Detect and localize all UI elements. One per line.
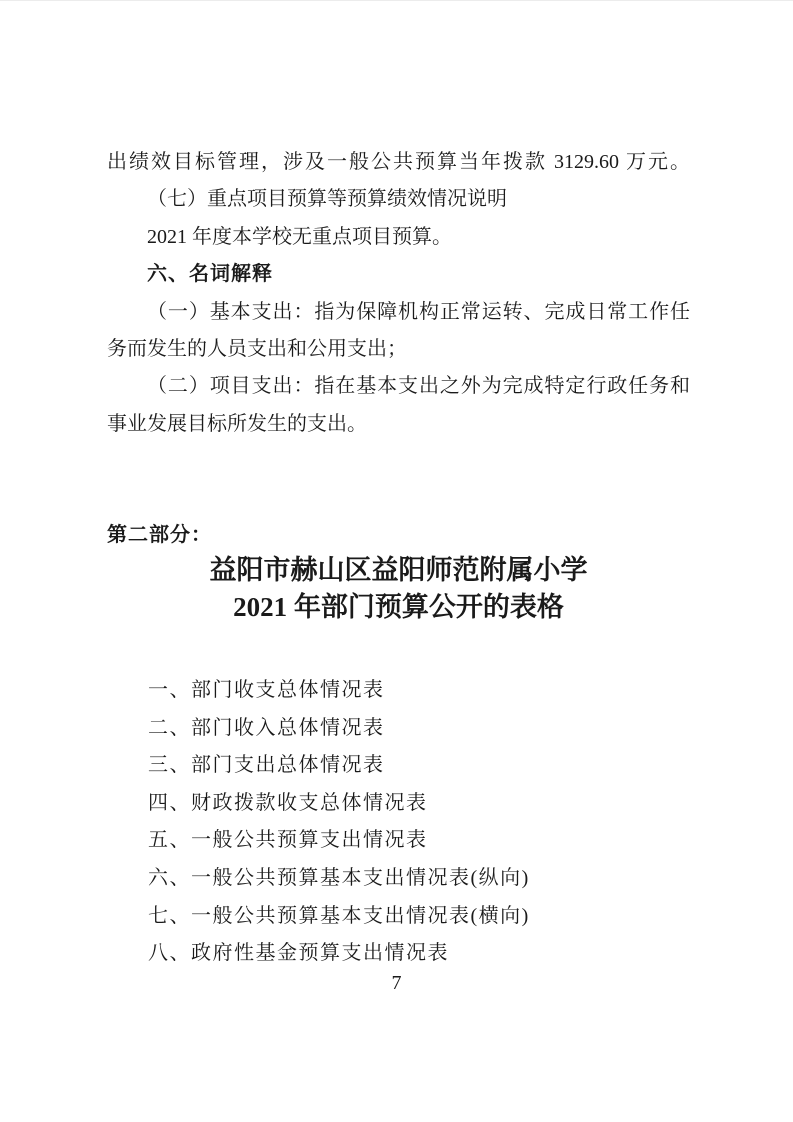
table-list-item: 七、一般公共预算基本支出情况表(横向) — [148, 904, 530, 927]
document-title-line1: 益阳市赫山区益阳师范附属小学 — [209, 555, 588, 585]
table-list-item: 五、一般公共预算支出情况表 — [148, 829, 428, 852]
part-two-label: 第二部分： — [107, 524, 212, 546]
document-title-line2: 2021 年部门预算公开的表格 — [233, 592, 564, 623]
table-list-item: 二、部门收入总体情况表 — [148, 716, 385, 739]
document-title — [107, 552, 690, 627]
glossary-project-expenditure-line1: （二）项目支出：指在基本支出之外为完成特定行政任务和 — [147, 375, 690, 398]
table-list-item: 一、部门收支总体情况表 — [148, 679, 385, 701]
table-list-item: 四、财政拨款收支总体情况表 — [148, 791, 428, 814]
table-list-item: 六、一般公共预算基本支出情况表(纵向) — [148, 866, 530, 889]
glossary-section-heading: 六、名词解释 — [147, 263, 273, 286]
table-list-item: 八、政府性基金预算支出情况表 — [148, 942, 449, 965]
glossary-basic-expenditure-line1: （一）基本支出：指为保障机构正常运转、完成日常工作任 — [147, 300, 690, 323]
glossary-basic-expenditure-line2: 务而发生的人员支出和公用支出； — [107, 338, 407, 361]
table-list-item: 三、部门支出总体情况表 — [148, 754, 385, 777]
body-text-column — [107, 144, 690, 443]
glossary-project-expenditure-line2: 事业发展目标所发生的支出。 — [107, 412, 367, 435]
paragraph-item7-body: 2021 年度本学校无重点项目预算。 — [147, 225, 452, 248]
paragraph-performance-carryover-line: 出绩效目标管理，涉及一般公共预算当年拨款 3129.60 万元。 — [107, 151, 690, 173]
paragraph-item7-heading: （七）重点项目预算等预算绩效情况说明 — [147, 188, 507, 211]
table-list — [148, 672, 693, 973]
page-number: 7 — [391, 972, 402, 994]
